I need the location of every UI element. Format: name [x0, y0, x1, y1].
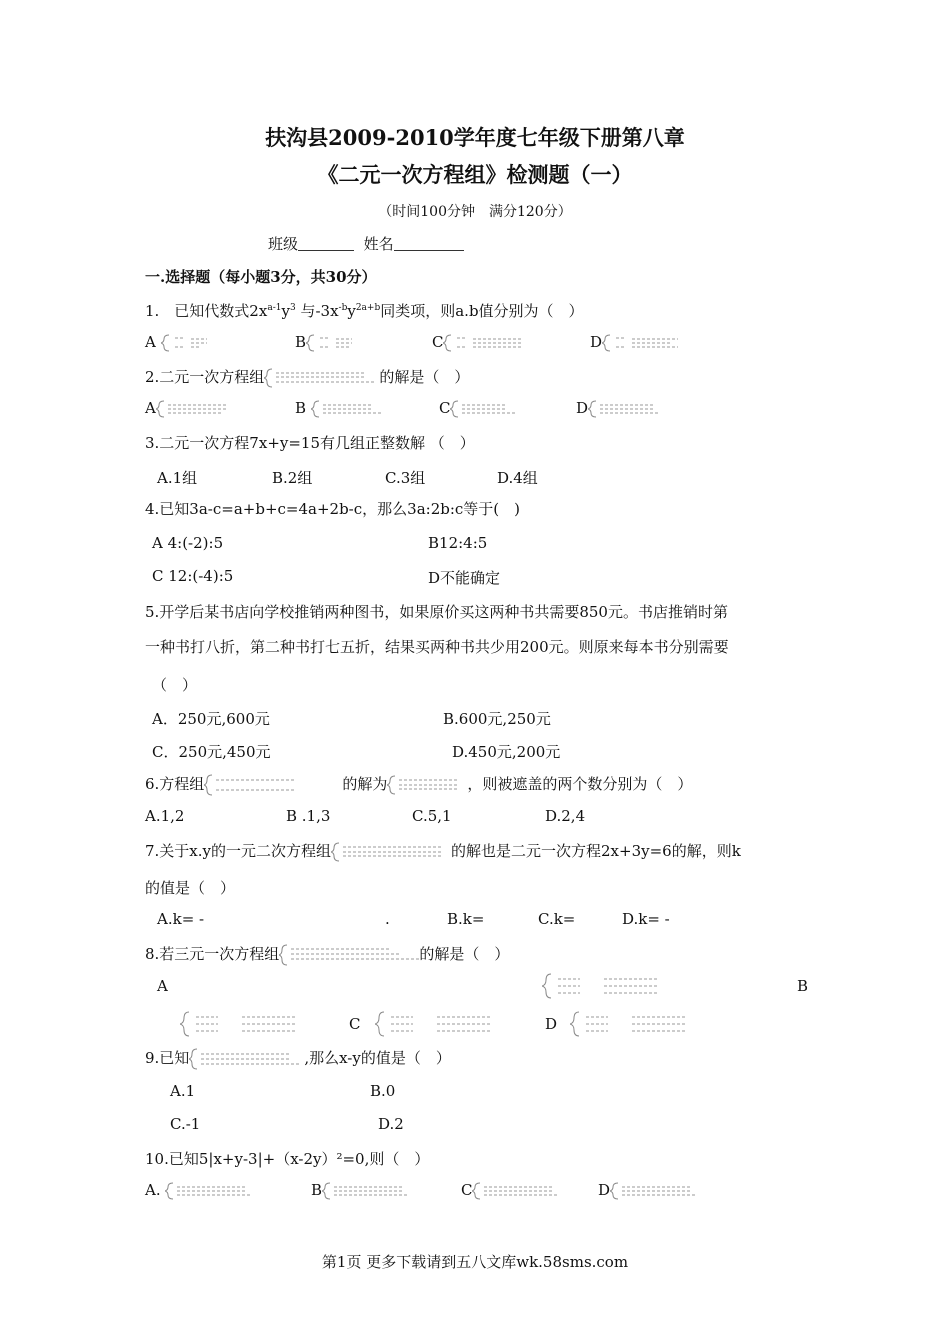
- q6-option-c: C.5,1: [412, 807, 452, 825]
- q9-stem: 9.已知: [145, 1049, 190, 1067]
- q4-option-b: B12:4:5: [428, 534, 488, 552]
- question-3: 3.二元一次方程7x+y=15有几组正整数解 （ ）: [145, 434, 475, 452]
- q9-option-d: D.2: [378, 1115, 404, 1133]
- q9-option-b: B.0: [370, 1082, 396, 1100]
- option-label: A: [145, 399, 156, 417]
- q1-stem: 与-3x: [295, 302, 339, 320]
- q2-option-b: [295, 399, 401, 418]
- q2-option-a: [145, 399, 246, 418]
- q1-stem: 1. 已知代数式2x: [145, 302, 268, 320]
- question-5-line-2: 一种书打八折，第二种书打七五折，结果买两种书共少用200元。则原来每本书分别需要: [145, 638, 729, 656]
- q2-option-d: [576, 399, 678, 418]
- equation-system-image: [450, 400, 540, 418]
- q1-option-d: [590, 333, 692, 352]
- student-info: [268, 233, 464, 254]
- option-label: D: [598, 1181, 611, 1199]
- q10-option-c: [461, 1181, 567, 1200]
- equation-system-image: [306, 334, 378, 352]
- equation-system-image: [602, 334, 692, 352]
- q2-option-c: [439, 399, 540, 418]
- page-subtitle: 《二元一次方程组》检测题（一）: [317, 162, 633, 187]
- q6-option-b: B .1,3: [286, 807, 331, 825]
- q10-option-b: [311, 1181, 417, 1200]
- q2-stem: 2.二元一次方程组: [145, 368, 265, 386]
- option-label: A.: [145, 1181, 161, 1199]
- name-blank: [394, 236, 464, 251]
- equation-system-image: [204, 774, 342, 796]
- q9-stem: ,那么x-y的值是（ ）: [304, 1049, 451, 1067]
- q1-option-a: [145, 333, 233, 352]
- equation-system-image: [472, 1182, 567, 1200]
- time-info: （时间100分钟 满分120分）: [378, 204, 572, 220]
- equation-system-image: [189, 1048, 304, 1070]
- equation-system-image: [322, 1182, 417, 1200]
- q8-stem: 8.若三元一次方程组: [145, 945, 280, 963]
- option-label: B: [311, 1181, 323, 1199]
- page-title: 扶沟县2009-2010学年度七年级下册第八章: [265, 125, 685, 150]
- q8-option-b: B: [797, 977, 809, 995]
- equation-system-image: [161, 334, 233, 352]
- option-label: C: [439, 399, 451, 417]
- q6-stem: 6.方程组: [145, 775, 205, 793]
- q7-option-b: B.k=: [447, 910, 485, 928]
- q10-option-d: [598, 1181, 705, 1200]
- question-5-line-1: 5.开学后某书店向学校推销两种图书，如果原价买这两种书共需要850元。书店推销时第: [145, 603, 728, 621]
- equation-system-image: [387, 775, 467, 795]
- q8-option-d: D: [545, 1015, 558, 1033]
- q9-option-a: A.1: [170, 1082, 196, 1100]
- q6-option-a: A.1,2: [145, 807, 185, 825]
- page-footer: 第1页 更多下载请到五八文库wk.58sms.com: [321, 1253, 629, 1271]
- q7-option-d: D.k= -: [622, 910, 670, 928]
- name-label: 姓名: [363, 235, 394, 253]
- equation-system-image: [443, 334, 538, 352]
- q4-option-d: D不能确定: [428, 569, 501, 587]
- section-heading: 一.选择题（每小题3分，共30分）: [145, 268, 377, 286]
- q6-stem: ，则被遮盖的两个数分别为（ ）: [467, 775, 693, 793]
- q7-stem: 的解也是二元一次方程2x+3y=6的解，则k: [451, 842, 741, 860]
- question-6: [145, 773, 692, 796]
- q1-sup: a-1: [267, 303, 282, 313]
- q1-sup: -b: [338, 303, 348, 313]
- equation-system-image: [165, 1182, 260, 1200]
- equation-system-image: [588, 400, 678, 418]
- q1-option-c: [432, 333, 538, 352]
- q7-stem: 7.关于x.y的一元二次方程组: [145, 842, 332, 860]
- q5-option-b: B.600元,250元: [443, 710, 551, 728]
- question-8: [145, 943, 509, 966]
- q6-option-d: D.2,4: [545, 807, 586, 825]
- q1-sup: 3: [289, 303, 296, 313]
- q5-option-d: D.450元,200元: [452, 743, 561, 761]
- q7-option-c: C.k=: [538, 910, 576, 928]
- q1-stem: y: [281, 302, 290, 320]
- q2-stem: 的解是（ ）: [379, 368, 470, 386]
- q6-stem: 的解为: [342, 775, 388, 793]
- q8-option-b-system-image: [180, 1011, 305, 1037]
- class-blank: [298, 236, 354, 251]
- q8-stem: 的解是（ ）: [419, 945, 510, 963]
- option-label: B: [295, 399, 307, 417]
- question-2: [145, 366, 469, 388]
- q3-option-a: A.1组: [157, 469, 198, 487]
- question-9: [145, 1047, 451, 1070]
- question-10: 10.已知5|x+y-3|+（x-2y）²=0,则（ ）: [145, 1150, 430, 1168]
- q1-sup: 2a+b: [355, 303, 381, 313]
- q1-option-b: [295, 333, 378, 352]
- equation-system-image: [610, 1182, 705, 1200]
- question-7-line-2: 的值是（ ）: [145, 879, 236, 897]
- equation-system-image: [279, 944, 419, 966]
- q3-option-c: C.3组: [385, 469, 426, 487]
- question-1: [145, 300, 584, 321]
- q7-option-a: A.k= -: [157, 910, 205, 928]
- q8-option-c-system-image: [375, 1011, 500, 1037]
- question-7: [145, 840, 741, 862]
- equation-system-image: [311, 400, 401, 418]
- option-label: D: [590, 333, 603, 351]
- q7-dot: .: [385, 910, 390, 928]
- option-label: C: [461, 1181, 473, 1199]
- q10-option-a: [145, 1181, 260, 1200]
- class-label: 班级: [268, 235, 299, 253]
- option-label: D: [576, 399, 589, 417]
- q8-option-a: A: [157, 977, 168, 995]
- q8-option-a-system-image: [542, 973, 667, 999]
- q1-stem: y: [347, 302, 356, 320]
- question-4: 4.已知3a-c=a+b+c=4a+2b-c，那么3a:2b:c等于( ): [145, 500, 521, 518]
- q3-option-d: D.4组: [497, 469, 538, 487]
- q9-option-c: C.-1: [170, 1115, 201, 1133]
- q4-option-a: A 4:(-2):5: [152, 534, 224, 552]
- option-label: C: [432, 333, 444, 351]
- q3-option-b: B.2组: [272, 469, 313, 487]
- equation-system-image: [264, 368, 379, 388]
- q4-option-c: C 12:(-4):5: [152, 567, 234, 585]
- option-label: B: [295, 333, 307, 351]
- q8-option-c: C: [349, 1015, 361, 1033]
- option-label: A: [145, 333, 156, 351]
- q1-stem: 同类项，则a.b值分别为（ ）: [380, 302, 584, 320]
- question-5-line-3: （ ）: [152, 676, 198, 694]
- q8-option-d-system-image: [570, 1011, 695, 1037]
- q5-option-c: C．250元,450元: [152, 743, 271, 761]
- q5-option-a: A．250元,600元: [152, 710, 270, 728]
- equation-system-image: [156, 400, 246, 418]
- equation-system-image: [331, 842, 451, 862]
